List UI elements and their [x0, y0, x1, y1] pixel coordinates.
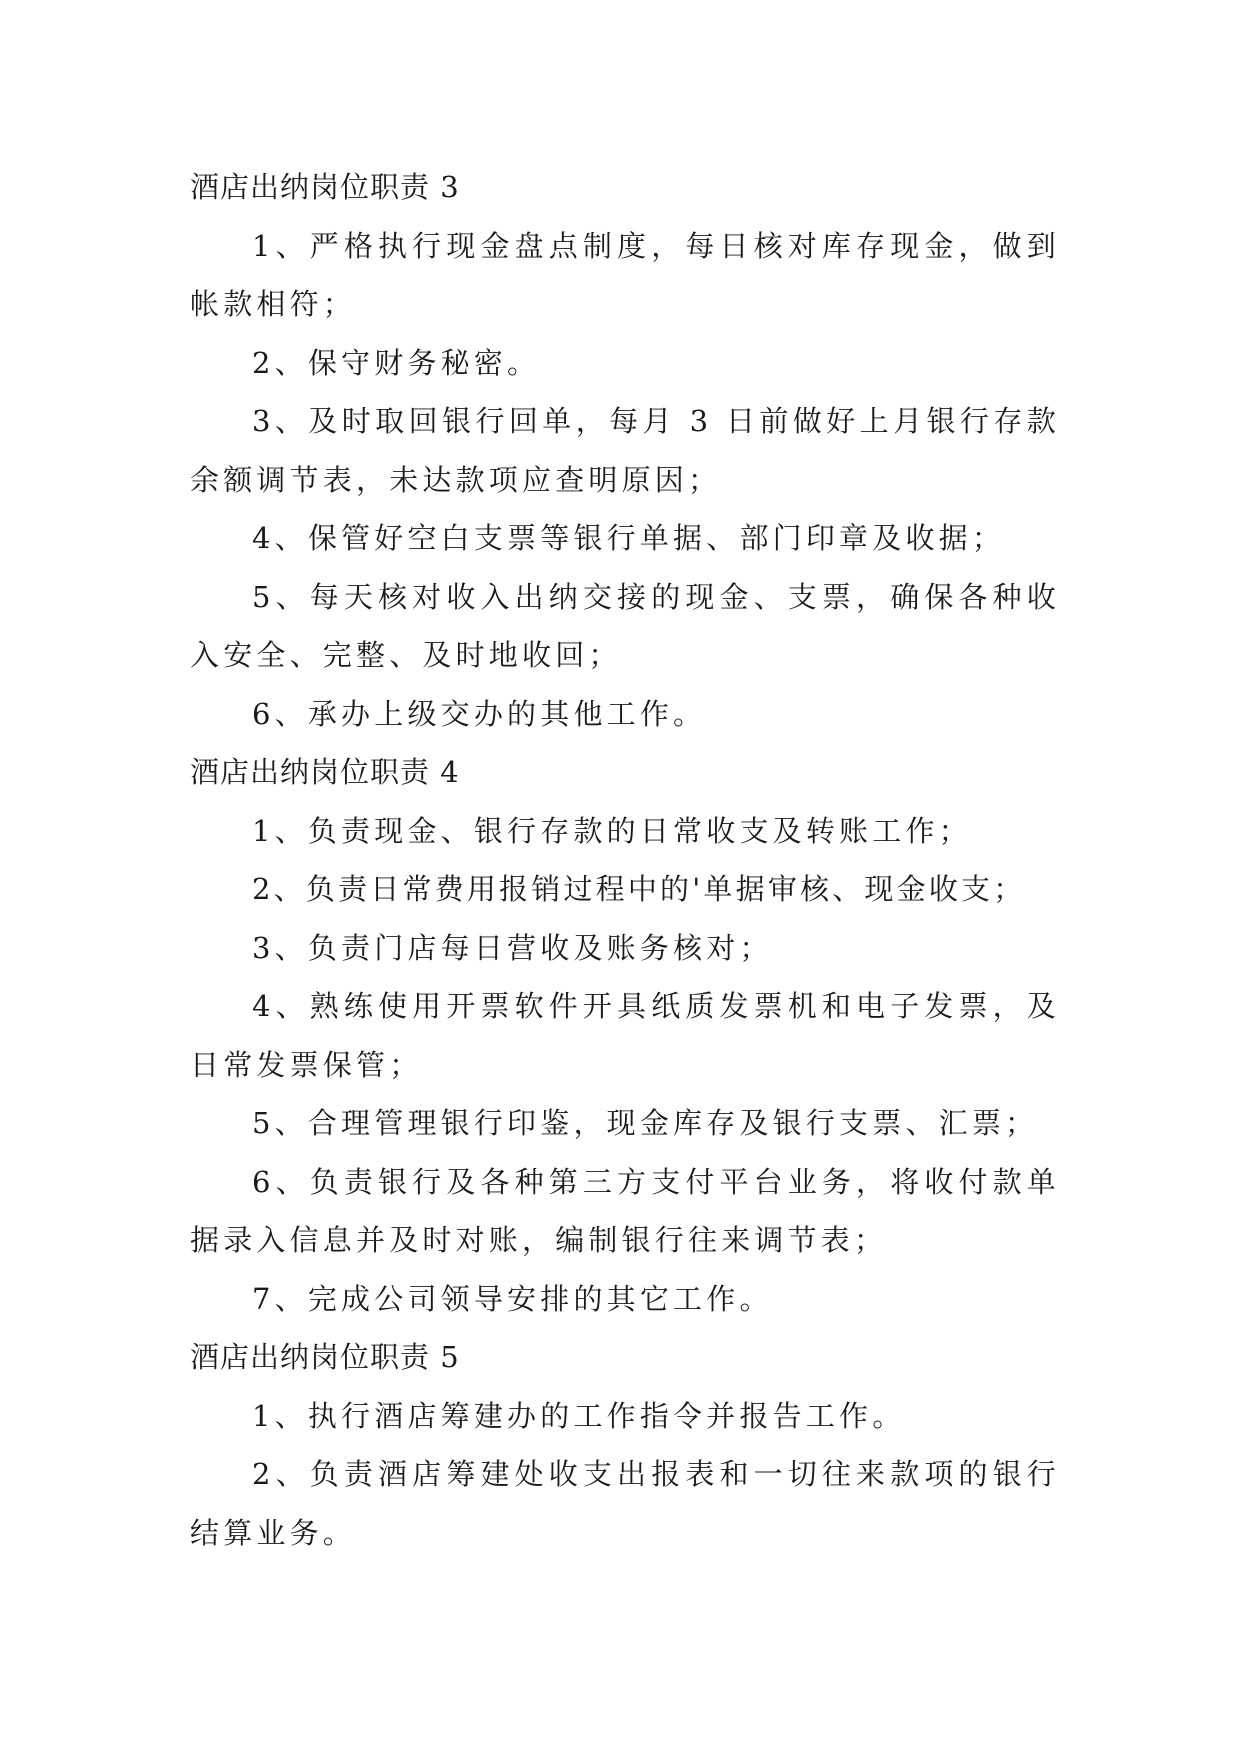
- list-item: 4、熟练使用开票软件开具纸质发票机和电子发票，及日常发票保管；: [190, 989, 1060, 1082]
- list-item: 3、及时取回银行回单，每月 3 日前做好上月银行存款余额调节表，未达款项应查明原因；: [190, 404, 1060, 497]
- list-item: 2、保守财务秘密。: [252, 345, 541, 380]
- list-item: 1、执行酒店筹建办的工作指令并报告工作。: [252, 1398, 906, 1433]
- section-heading: 酒店出纳岗位职责 3: [190, 170, 460, 204]
- document-body: [190, 158, 1060, 1562]
- list-item: 3、负责门店每日营收及账务核对；: [252, 930, 773, 965]
- list-item: 7、完成公司领导安排的其它工作。: [252, 1281, 773, 1316]
- section-heading: 酒店出纳岗位职责 5: [190, 1340, 460, 1374]
- list-item: 6、承办上级交办的其他工作。: [252, 696, 707, 731]
- list-item: 5、每天核对收入出纳交接的现金、支票，确保各种收入安全、完整、及时地收回；: [190, 579, 1060, 672]
- list-item: 1、严格执行现金盘点制度，每日核对库存现金，做到帐款相符；: [190, 228, 1060, 321]
- list-item: 4、保管好空白支票等银行单据、部门印章及收据；: [252, 521, 1006, 555]
- list-item: 1、负责现金、银行存款的日常收支及转账工作；: [252, 813, 972, 848]
- list-item: 2、负责酒店筹建处收支出报表和一切往来款项的银行结算业务。: [190, 1457, 1060, 1550]
- list-item: 6、负责银行及各种第三方支付平台业务，将收付款单据录入信息并及时对账，编制银行往来调节表；: [190, 1164, 1060, 1257]
- section-heading: 酒店出纳岗位职责 4: [190, 755, 460, 789]
- list-item: 2、负责日常费用报销过程中的'单据审核、现金收支；: [252, 872, 1026, 906]
- list-item: 5、合理管理银行印鉴，现金库存及银行支票、汇票；: [252, 1106, 1039, 1140]
